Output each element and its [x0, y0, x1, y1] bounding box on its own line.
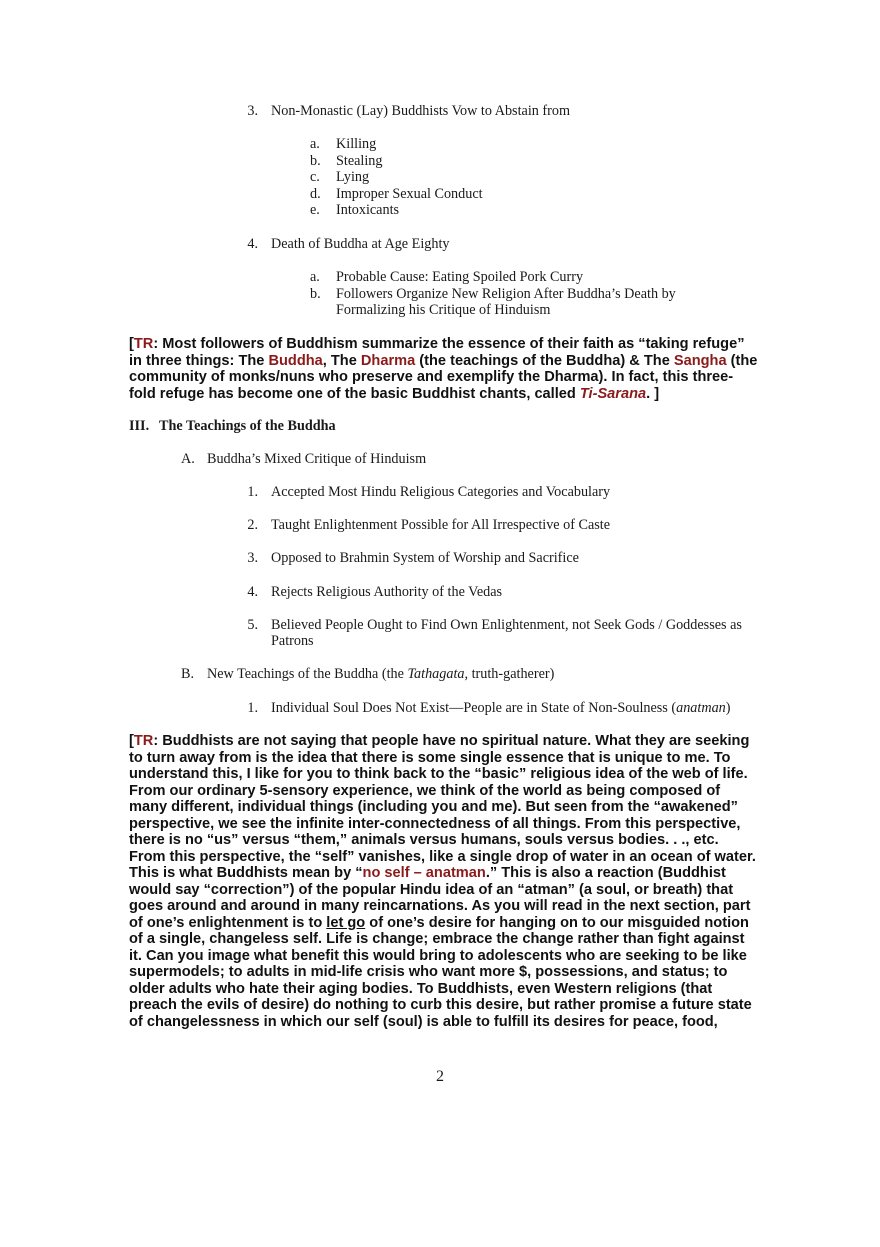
- underlined-term: let go: [326, 914, 366, 931]
- list-letter: d.: [310, 186, 321, 202]
- note-text: fold refuge has become one of the basic Buddhist chants, called: [129, 385, 580, 402]
- note-text: of one’s enlightenment is to: [129, 914, 327, 931]
- item-text: Individual Soul Does Not Exist—People are in State of Non-Soulness (: [271, 700, 677, 716]
- note-text: (the teachings of the Buddha) & The: [415, 352, 674, 369]
- outline-item: Rejects Religious Authority of the Vedas: [271, 584, 503, 600]
- outline-number: 4.: [247, 236, 258, 252]
- page-number: 2: [436, 1068, 444, 1085]
- tr-label: TR: [133, 733, 154, 749]
- list-letter: a.: [310, 269, 320, 285]
- note-line: older adults who hate their aging bodies. To Buddhists, even Western religions (that: [129, 980, 713, 997]
- outline-heading: Non-Monastic (Lay) Buddhists Vow to Abstain from: [271, 103, 570, 119]
- note-text: This is what Buddhists mean by “: [129, 865, 363, 881]
- list-item: Probable Cause: Eating Spoiled Pork Curry: [336, 269, 584, 285]
- highlight-term: no self – anatman: [362, 865, 486, 881]
- list-item: Lying: [336, 169, 370, 185]
- note-line: of changelessness in which our self (soul) is able to fulfill its desires for peace, food,: [129, 1013, 718, 1030]
- outline-number: 1.: [247, 700, 258, 716]
- outline-number: 5.: [247, 617, 258, 633]
- list-letter: c.: [310, 169, 320, 185]
- teaching-note-anatman: [129, 733, 759, 1030]
- subsection-letter: B.: [181, 666, 195, 682]
- list-letter: b.: [310, 153, 321, 169]
- note-line: preach the evils of desire) do nothing to curb this desire, but rather promise a future state: [129, 997, 752, 1013]
- highlight-term: Buddha: [268, 352, 323, 369]
- list-item: Killing: [336, 136, 377, 152]
- outline-number: 2.: [247, 517, 258, 533]
- bracket: [: [129, 336, 134, 352]
- outline-item: [271, 700, 730, 717]
- subsection-letter: A.: [181, 451, 195, 467]
- outline-item: Taught Enlightenment Possible for All Irrespective of Caste: [271, 517, 611, 533]
- item-italic: anatman: [676, 700, 726, 716]
- note-line: there is no “us” versus “them,” animals versus humans, souls versus bodies. . ., etc.: [129, 832, 719, 848]
- note-line: From our ordinary 5-sensory experience, we think of the world as being composed of: [129, 782, 721, 799]
- note-line: [129, 386, 759, 403]
- note-line: would say “correction”) of the popular Hindu idea of an “atman” (a soul, or breath) that: [129, 881, 734, 898]
- note-line: understand this, I like for you to think back to the “basic” religious idea of the web of life.: [129, 766, 748, 782]
- outline-number: 4.: [247, 584, 258, 600]
- note-text: . ]: [646, 385, 660, 402]
- highlight-term: Ti-Sarana: [579, 385, 647, 402]
- note-line: many different, individual things (including you and me). But seen from the “awakened”: [129, 799, 738, 815]
- note-text: of one’s desire for hanging on to our misguided notion: [365, 914, 749, 931]
- note-text: in three things: The: [129, 352, 269, 369]
- note-line: [129, 733, 759, 750]
- note-line: [129, 353, 759, 370]
- note-line: of a single, changeless self. Life is change; embrace the change rather than fight against: [129, 931, 745, 947]
- note-line: [129, 915, 759, 932]
- list-item-continuation: Formalizing his Critique of Hinduism: [336, 302, 551, 318]
- note-line: [129, 369, 759, 386]
- list-letter: e.: [310, 202, 320, 218]
- bracket: [: [129, 733, 134, 749]
- subsection-title: [207, 666, 554, 683]
- note-line: supermodels; to adults in mid-life crisis who want more $, possessions, and status; to: [129, 964, 728, 980]
- outline-item-continuation: Patrons: [271, 633, 314, 649]
- outline-number: 3.: [247, 550, 258, 566]
- note-text: : Buddhists are not saying that people have no spiritual nature. What they are seeking: [153, 733, 750, 749]
- note-line: [129, 865, 759, 882]
- list-letter: a.: [310, 136, 320, 152]
- note-line: it. Can you image what benefit this would bring to adolescents who are seeking to be like: [129, 947, 747, 964]
- teaching-note-refuge: [129, 336, 759, 402]
- note-text: : Most followers of Buddhism summarize the essence of their faith as “taking refuge”: [153, 336, 745, 352]
- note-text: (the: [726, 352, 758, 369]
- note-line: [129, 336, 759, 353]
- note-line: perspective, we see the infinite inter-connectedness of all things. From this perspective,: [129, 815, 741, 832]
- list-item: Followers Organize New Religion After Buddha’s Death by: [336, 286, 676, 302]
- outline-item: Believed People Ought to Find Own Enlightenment, not Seek Gods / Goddesses as: [271, 617, 742, 633]
- highlight-term: Sangha: [673, 352, 727, 369]
- list-item: Improper Sexual Conduct: [336, 186, 483, 202]
- item-text: ): [725, 700, 731, 716]
- list-item: Stealing: [336, 153, 383, 169]
- highlight-term: Dharma: [360, 352, 416, 369]
- title-italic: Tathagata,: [407, 666, 469, 682]
- note-text: , The: [322, 352, 361, 369]
- note-line: to turn away from is the idea that there is some single essence that is unique to me. To: [129, 749, 731, 766]
- note-text: community of monks/nuns who preserve and exemplify the Dharma). In fact, this three-: [129, 369, 734, 385]
- outline-item: Accepted Most Hindu Religious Categories and Vocabulary: [271, 484, 611, 500]
- outline-number: 1.: [247, 484, 258, 500]
- section-numeral: III.: [129, 418, 150, 434]
- outline-heading: Death of Buddha at Age Eighty: [271, 236, 450, 252]
- list-letter: b.: [310, 286, 321, 302]
- section-title: The Teachings of the Buddha: [159, 418, 336, 434]
- outline-item: Opposed to Brahmin System of Worship and Sacrifice: [271, 550, 579, 566]
- note-line: From this perspective, the “self” vanishes, like a single drop of water in an ocean of water.: [129, 848, 756, 865]
- note-line: goes around and around in many reincarnations. As you will read in the next section, part: [129, 898, 751, 914]
- title-text: truth-gatherer): [468, 666, 555, 682]
- list-item: Intoxicants: [336, 202, 400, 218]
- note-text: .” This is also a reaction (Buddhist: [485, 865, 726, 881]
- subsection-title: Buddha’s Mixed Critique of Hinduism: [207, 451, 427, 467]
- outline-number: 3.: [247, 103, 258, 119]
- title-text: New Teachings of the Buddha (the: [207, 666, 408, 682]
- tr-label: TR: [133, 336, 154, 352]
